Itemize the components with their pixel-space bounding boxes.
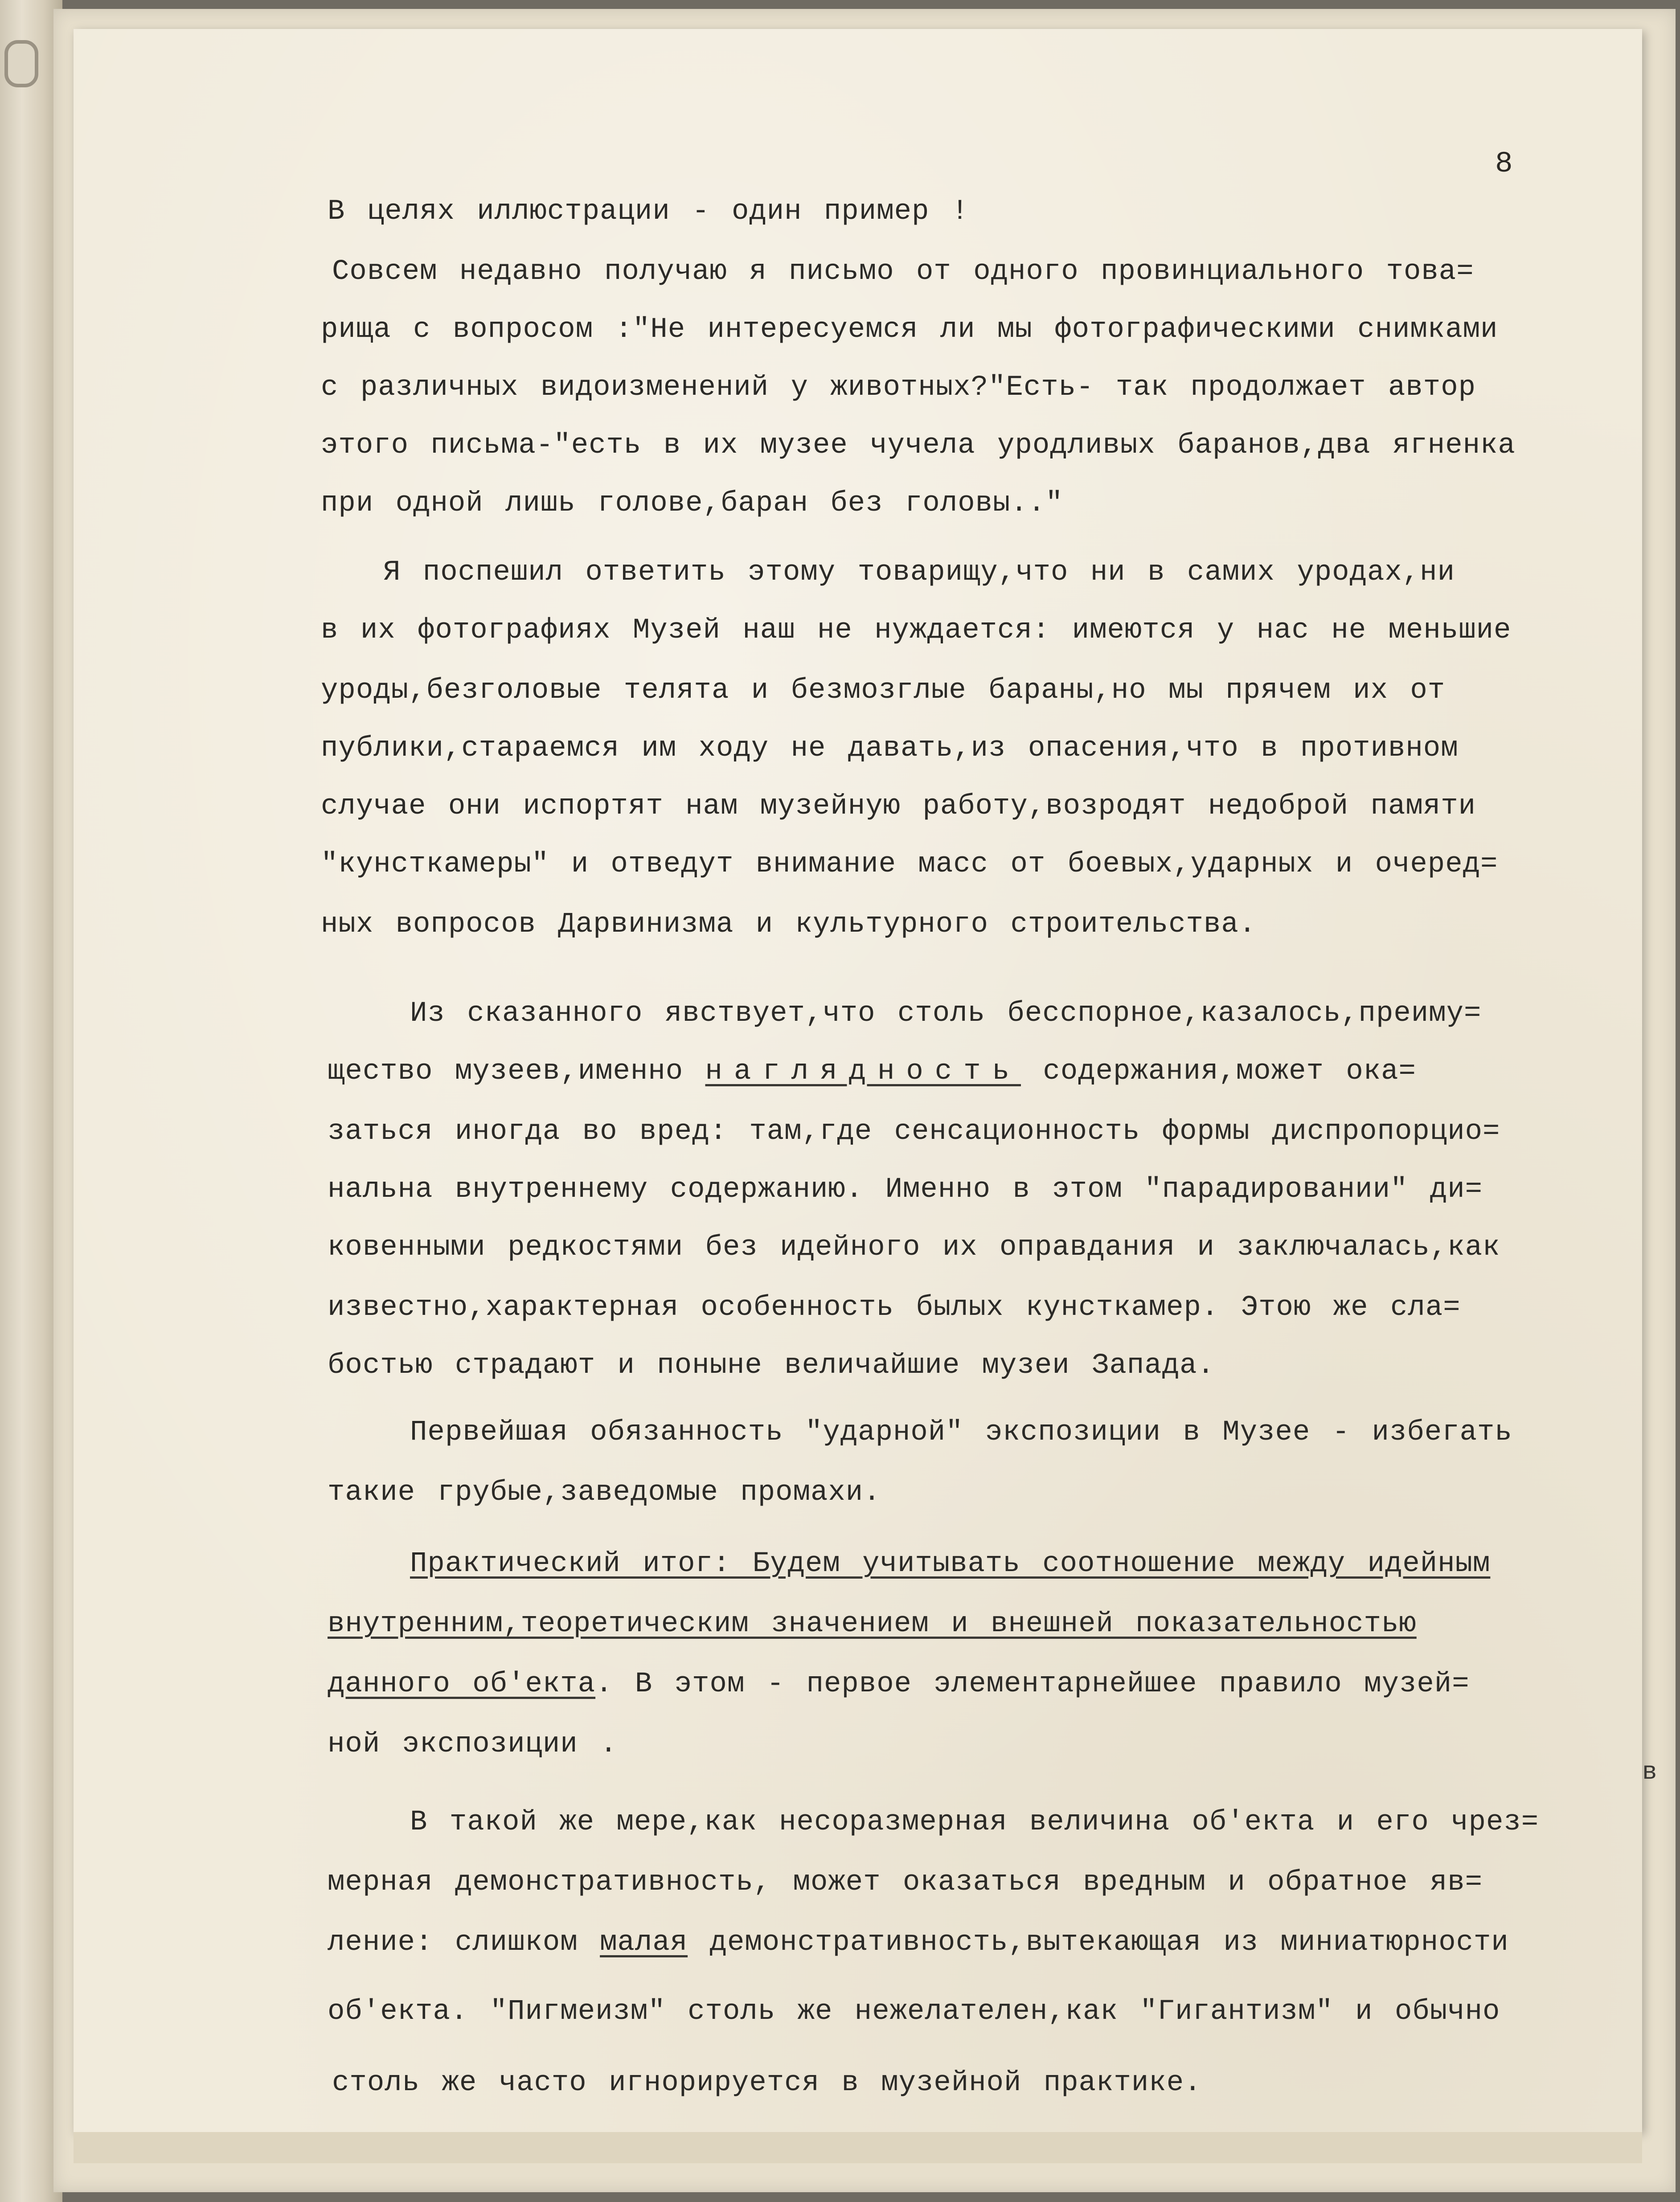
typewritten-page <box>74 29 1657 2132</box>
text-line: с различных видоизменений у животных?"Есть- так продолжает автор <box>321 372 1476 404</box>
text-line: известно,характерная особенность былых кунсткамер. Этою же сла= <box>328 1292 1461 1324</box>
text-line: Я поспешил ответить этому товарищу,что ни в самих уродах,ни <box>383 557 1455 589</box>
page-number: 8 <box>1495 147 1515 180</box>
text-line: "кунсткамеры" и отведут внимание масс от боевых,ударных и очеред= <box>321 848 1498 880</box>
text-line-emphasis <box>328 1925 1633 1961</box>
text-line: мерная демонстративность, может оказаться вредным и обратное яв= <box>328 1866 1483 1899</box>
text-line-emphasis <box>328 1054 1633 1089</box>
text-line-underlined: Практический итог: Будем учитывать соотношение между идейным <box>410 1548 1491 1580</box>
text-line: заться иногда во вред: там,где сенсационность формы диспропорцио= <box>328 1116 1500 1148</box>
text-line: ковенными редкостями без идейного их оправдания и заключалась,как <box>328 1232 1500 1264</box>
text-line: Совсем недавно получаю я письмо от одного провинциального това= <box>332 256 1474 288</box>
text-line: бостью страдают и поныне величайшие музеи Запада. <box>328 1350 1215 1382</box>
text-line: Из сказанного явствует,что столь бесспорное,казалось,преиму= <box>410 998 1482 1030</box>
text-line-underlined: внутренним,теоретическим значением и внешней показательностью <box>328 1608 1417 1640</box>
emphasized-phrase: данного об'екта <box>328 1668 596 1700</box>
text-line-emphasis <box>328 1666 1633 1702</box>
text-line: этого письма-"есть в их музее чучела уродливых баранов,два ягненка <box>321 430 1516 462</box>
text-line: столь же часто игнорируется в музейной практике. <box>332 2067 1202 2099</box>
text-block <box>74 29 1657 2132</box>
text-line: нальна внутреннему содержанию. Именно в этом "парадировании" ди= <box>328 1174 1483 1206</box>
emphasized-word: наглядность <box>705 1056 1021 1088</box>
text-line: при одной лишь голове,баран без головы.." <box>321 487 1063 520</box>
text-line: в их фотографиях Музей наш не нуждается: имеются у нас не меньшие <box>321 614 1512 647</box>
text-segment: ление: слишком <box>328 1927 600 1959</box>
text-line: В целях иллюстрации - один пример ! <box>328 196 969 228</box>
text-line: об'екта. "Пигмеизм" столь же нежелателен,как "Гигантизм" и обычно <box>328 1996 1500 2028</box>
emphasized-word: малая <box>600 1927 688 1959</box>
text-line: рища с вопросом :"Не интересуемся ли мы фотографическими снимками <box>321 314 1498 346</box>
paper-bottom-edge <box>74 2132 1642 2163</box>
text-line: ной экспозиции . <box>328 1728 618 1760</box>
text-line: такие грубые,заведомые промахи. <box>328 1477 881 1509</box>
text-segment: щество музеев,именно <box>328 1056 705 1088</box>
text-line: случае они испортят нам музейную работу,возродят недоброй памяти <box>321 790 1476 823</box>
binding-ring <box>4 40 38 87</box>
margin-mark: в <box>1642 1758 1657 1786</box>
text-segment: . В этом - первое элементарнейшее правило музей= <box>595 1668 1470 1700</box>
text-line: публики,стараемся им ходу не давать,из опасения,что в противном <box>321 733 1459 765</box>
text-line: ных вопросов Дарвинизма и культурного строительства. <box>321 909 1257 941</box>
text-line: уроды,безголовые телята и безмозглые бараны,но мы прячем их от <box>321 675 1446 707</box>
text-line: Первейшая обязанность "ударной" экспозиции в Музее - избегать <box>410 1416 1512 1449</box>
text-line: В такой же мере,как несоразмерная величина об'екта и его чрез= <box>410 1806 1539 1838</box>
folder-binding <box>0 0 62 2202</box>
text-segment: демонстративность,вытекающая из миниатюрности <box>688 1927 1509 1959</box>
text-segment: содержания,может ока= <box>1021 1056 1416 1088</box>
